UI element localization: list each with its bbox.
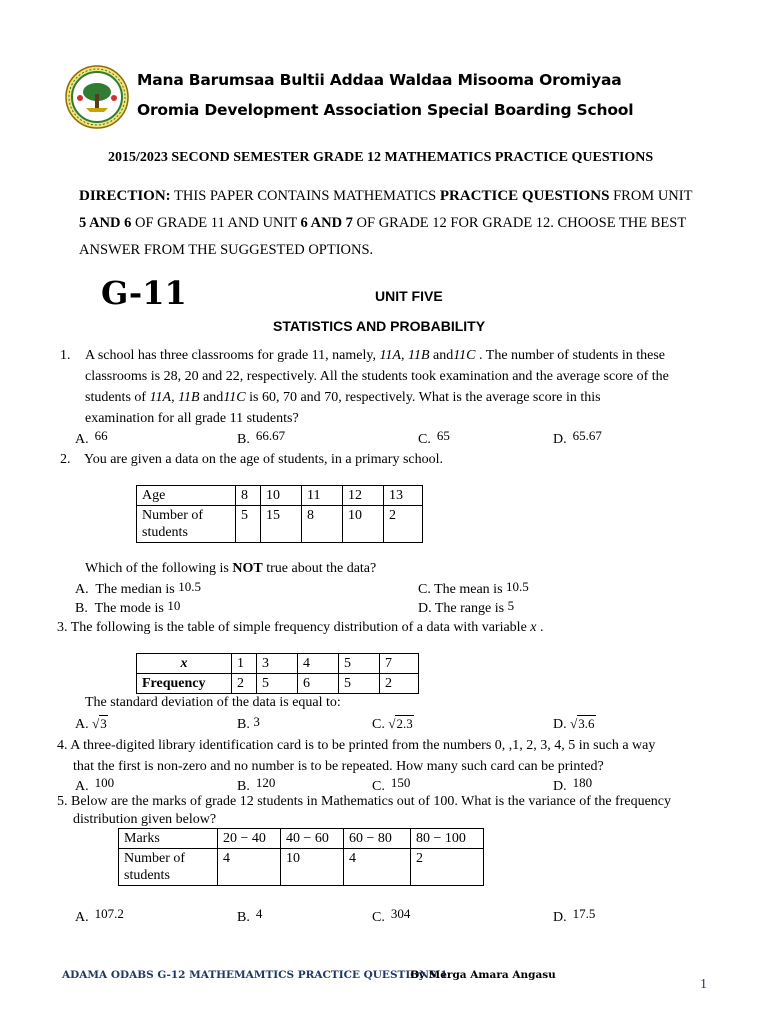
question-5: 5. Below are the marks of grade 12 students in Mathematics out of 100. What is the variance of the frequency distribution given below?	[57, 794, 671, 827]
grade-label: G-11	[101, 274, 187, 312]
q2-question: Which of the following is NOT true about the data?	[85, 561, 377, 576]
q4-option-b[interactable]: B. 120	[237, 775, 276, 794]
table-row: Number of students 5 15 8 10 2	[137, 506, 423, 543]
q2-option-c[interactable]: C. The mean is 10.5	[418, 579, 529, 597]
q1-option-b[interactable]: B. 66.67	[237, 428, 286, 447]
question-number: 1.	[60, 348, 71, 363]
question-2: 2. You are given a data on the age of students, in a primary school.	[60, 452, 443, 467]
table-row: x 1 3 4 5 7	[137, 654, 419, 674]
question-number: 3.	[57, 620, 68, 635]
frequency-table	[136, 653, 419, 694]
table-row: Age 8 10 11 12 13	[137, 486, 423, 506]
direction-label: DIRECTION:	[79, 188, 171, 204]
q1-option-c[interactable]: C. 65	[418, 428, 450, 447]
unit-subtitle: STATISTICS AND PROBABILITY	[273, 318, 486, 334]
q2-option-a[interactable]: A. The median is 10.5	[75, 579, 201, 597]
q4-option-d[interactable]: D. 180	[553, 775, 593, 794]
direction-block: DIRECTION: THIS PAPER CONTAINS MATHEMATICS PRACTICE QUESTIONS FROM UNIT 5 AND 6 OF GRADE 11 AND UNIT 6 AND 7 OF GRADE 12 FOR GRADE 12. CHOOSE THE BEST ANSWER FROM THE SUGGESTED OPTIONS.	[79, 188, 693, 258]
question-number: 5.	[57, 794, 68, 809]
table-row: Frequency 2 5 6 5 2	[137, 674, 419, 694]
q4-option-c[interactable]: C. 150	[372, 775, 411, 794]
q4-option-a[interactable]: A. 100	[75, 775, 115, 794]
q5-option-a[interactable]: A. 107.2	[75, 906, 124, 925]
school-name-oromo: Mana Barumsaa Bultii Addaa Waldaa Misooma Oromiyaa	[137, 71, 622, 89]
exam-title: 2015/2023 SECOND SEMESTER GRADE 12 MATHEMATICS PRACTICE QUESTIONS	[108, 150, 654, 165]
question-4: 4. A three-digited library identification card is to be printed from the numbers 0, ,1, 2, 3, 4, 5 in such a way that the first is non-zero and no number is to be repeated. How many such card can be printed?	[57, 738, 656, 774]
school-name-english: Oromia Development Association Special Boarding School	[137, 101, 634, 119]
q5-option-c[interactable]: C. 304	[372, 906, 411, 925]
q3-option-a[interactable]: A. √3	[75, 716, 107, 732]
question-number: 4.	[57, 738, 68, 753]
age-table	[136, 485, 423, 543]
q3-option-c[interactable]: C. √2.3	[372, 716, 413, 732]
q3-option-d[interactable]: D. √3.6	[553, 716, 595, 732]
page-number: 1	[700, 977, 707, 992]
footer-left: ADAMA ODABS G-12 MATHEMAMTICS PRACTICE QUESTIONS 1	[62, 969, 448, 981]
q3-question: The standard deviation of the data is equal to:	[85, 695, 341, 710]
q1-option-d[interactable]: D. 65.67	[553, 428, 602, 447]
table-row: Number of students 4 10 4 2	[119, 849, 484, 886]
q2-option-d[interactable]: D. The range is 5	[418, 598, 515, 616]
footer-author: By Merga Amara Angasu	[410, 969, 556, 981]
question-3: 3. The following is the table of simple frequency distribution of a data with variable x .	[57, 620, 544, 635]
question-number: 2.	[60, 452, 71, 467]
question-1: 1. A school has three classrooms for grade 11, namely, 11A, 11B and11C . The number of students in these classrooms is 28, 20 and 22, respectively. All the students took examination and the average score of the students of 11A, 11B and11C is 60, 70 and 70, respectively. What is the average score in this examination for all grade 11 students?	[60, 345, 740, 429]
q2-option-b[interactable]: B. The mode is 10	[75, 598, 181, 616]
q1-option-a[interactable]: A. 66	[75, 428, 108, 447]
school-logo	[64, 64, 130, 130]
q5-option-d[interactable]: D. 17.5	[553, 906, 596, 925]
unit-title: UNIT FIVE	[375, 288, 443, 304]
marks-table	[118, 828, 484, 886]
q3-option-b[interactable]: B. 3	[237, 714, 260, 732]
q5-option-b[interactable]: B. 4	[237, 906, 263, 925]
table-row: Marks 20 − 40 40 − 60 60 − 80 80 − 100	[119, 829, 484, 849]
